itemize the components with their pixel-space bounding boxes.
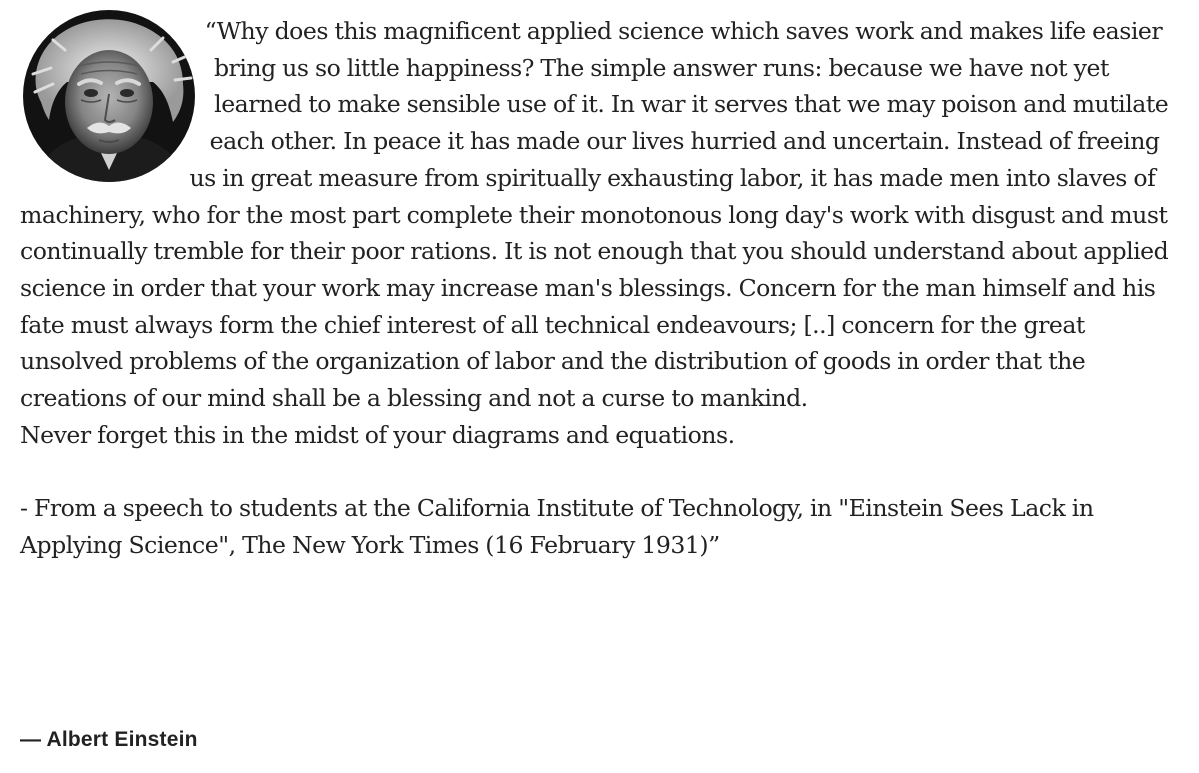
portrait-image <box>23 10 195 182</box>
quote-closing-line: Never forget this in the midst of your diagrams and equations. <box>20 420 735 449</box>
attribution <box>20 728 198 752</box>
quote-source <box>20 490 1187 563</box>
author-portrait <box>23 10 195 182</box>
quote-body <box>20 13 1187 417</box>
author-name: Albert Einstein <box>46 728 198 751</box>
quote-source-text: - From a speech to students at the California Institute of Technology, in "Einstein Sees Lack in Applying Science", The New York Times (16 February 1931) <box>20 494 1094 559</box>
close-quote-mark: ” <box>708 530 720 559</box>
open-quote-mark: “ <box>204 17 217 45</box>
quote-body-text: Why does this magnificent applied science which saves work and makes life easier bring us so little happiness? The simple answer runs: because we have not yet learned to make sensible use of it. In war it serves that we may poison and mutilate each other. In peace it has made our lives hurried and uncertain. Instead of freeing us in great measure from spiritually exhausting labor, it has made men into slaves of machinery, who for the most part complete their monotonous long day's work with disgust and must continually tremble for their poor rations. It is not enough that you should understand about applied science in order that your work may increase man's blessings. Concern for the man himself and his fate must always form the chief interest of all technical endeavours; [..] concern for the great unsolved problems of the organization of labor and the distribution of goods in order that the creations of our mind shall be a blessing and not a curse to mankind. <box>20 17 1169 413</box>
attribution-dash: — <box>20 728 42 751</box>
paragraph-gap <box>20 453 1187 490</box>
